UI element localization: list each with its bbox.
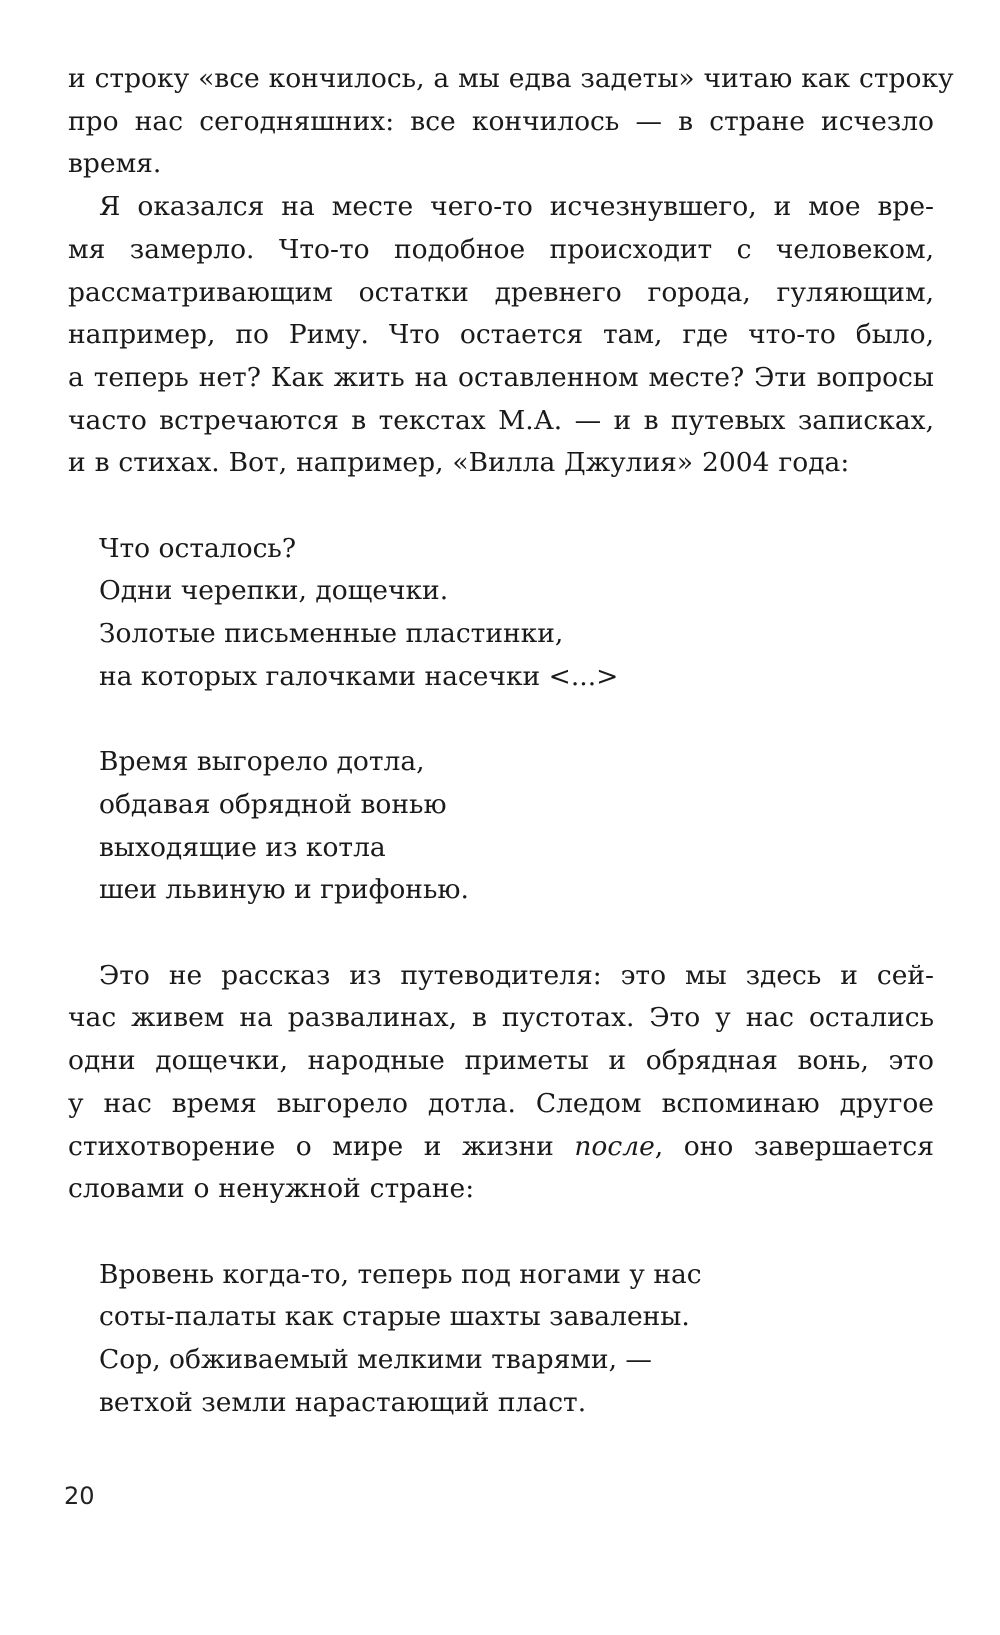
text-line: Это не рассказ из путеводителя: это мы здесь и сей- xyxy=(99,959,934,991)
verse-line: Время выгорело дотла, xyxy=(99,746,425,778)
poem-stanza-villa-giulia-2 xyxy=(68,741,934,912)
text-line: у нас время выгорело дотла. Следом вспоминаю другое xyxy=(68,1087,934,1119)
spacer xyxy=(68,699,934,742)
verse-line: Одни черепки, дощечки. xyxy=(99,575,449,607)
paragraph-guidebook xyxy=(68,955,934,1211)
text-line: и строку «все кончилось, а мы едва задеты» читаю как строку xyxy=(68,63,954,94)
text-line: время. xyxy=(68,148,162,180)
spacer xyxy=(68,912,934,955)
text-line: одни дощечки, народные приметы и обрядная вонь, это xyxy=(68,1045,934,1077)
text-line xyxy=(68,1126,934,1169)
text-line: часто встречаются в текстах М.А. — и в путевых записках, xyxy=(68,404,934,436)
text-line: мя замерло. Что-то подобное происходит с человеком, xyxy=(68,233,934,265)
page-number: 20 xyxy=(64,1482,95,1510)
verse-line: Сор, обживаемый мелкими тварями, — xyxy=(99,1344,652,1376)
paragraph-ruins xyxy=(68,186,934,485)
text-line: например, по Риму. Что остается там, где что-то было, xyxy=(68,319,934,351)
book-page xyxy=(68,58,954,1424)
verse-line: обдавая обрядной вонью xyxy=(99,788,447,820)
poem-stanza-villa-giulia-1 xyxy=(68,528,934,699)
verse-line: выходящие из котла xyxy=(99,831,386,863)
verse-line: ветхой земли нарастающий пласт. xyxy=(99,1386,587,1418)
text-line: про нас сегодняшних: все кончилось — в стране исчезло xyxy=(68,105,934,137)
text-line: Я оказался на месте чего-то исчезнувшего, и мое вре- xyxy=(99,191,934,223)
verse-line: Вровень когда-то, теперь под ногами у нас xyxy=(99,1258,702,1290)
poem-stanza-useless-country xyxy=(68,1254,934,1425)
verse-line: Золотые письменные пластинки, xyxy=(99,618,564,650)
verse-line: шеи львиную и грифонью. xyxy=(99,874,469,906)
text-line: словами о ненужной стране: xyxy=(68,1173,475,1205)
text-line: рассматривающим остатки древнего города, гуляющим, xyxy=(68,276,934,308)
verse-line: соты-палаты как старые шахты завалены. xyxy=(99,1301,690,1333)
spacer xyxy=(68,485,934,528)
verse-line: Что осталось? xyxy=(99,532,297,564)
italic-word: после xyxy=(574,1130,655,1162)
text-line: а теперь нет? Как жить на оставленном месте? Эти вопросы xyxy=(68,361,934,393)
verse-line: на которых галочками насечки <...> xyxy=(99,660,619,692)
paragraph-continuation xyxy=(68,58,954,186)
text-segment: , оно завершается xyxy=(654,1130,934,1162)
spacer xyxy=(68,1211,934,1254)
text-line: час живем на развалинах, в пустотах. Это у нас остались xyxy=(68,1002,934,1034)
text-segment: стихотворение о мире и жизни xyxy=(68,1130,575,1162)
text-line: и в стихах. Вот, например, «Вилла Джулия» 2004 года: xyxy=(68,447,850,479)
